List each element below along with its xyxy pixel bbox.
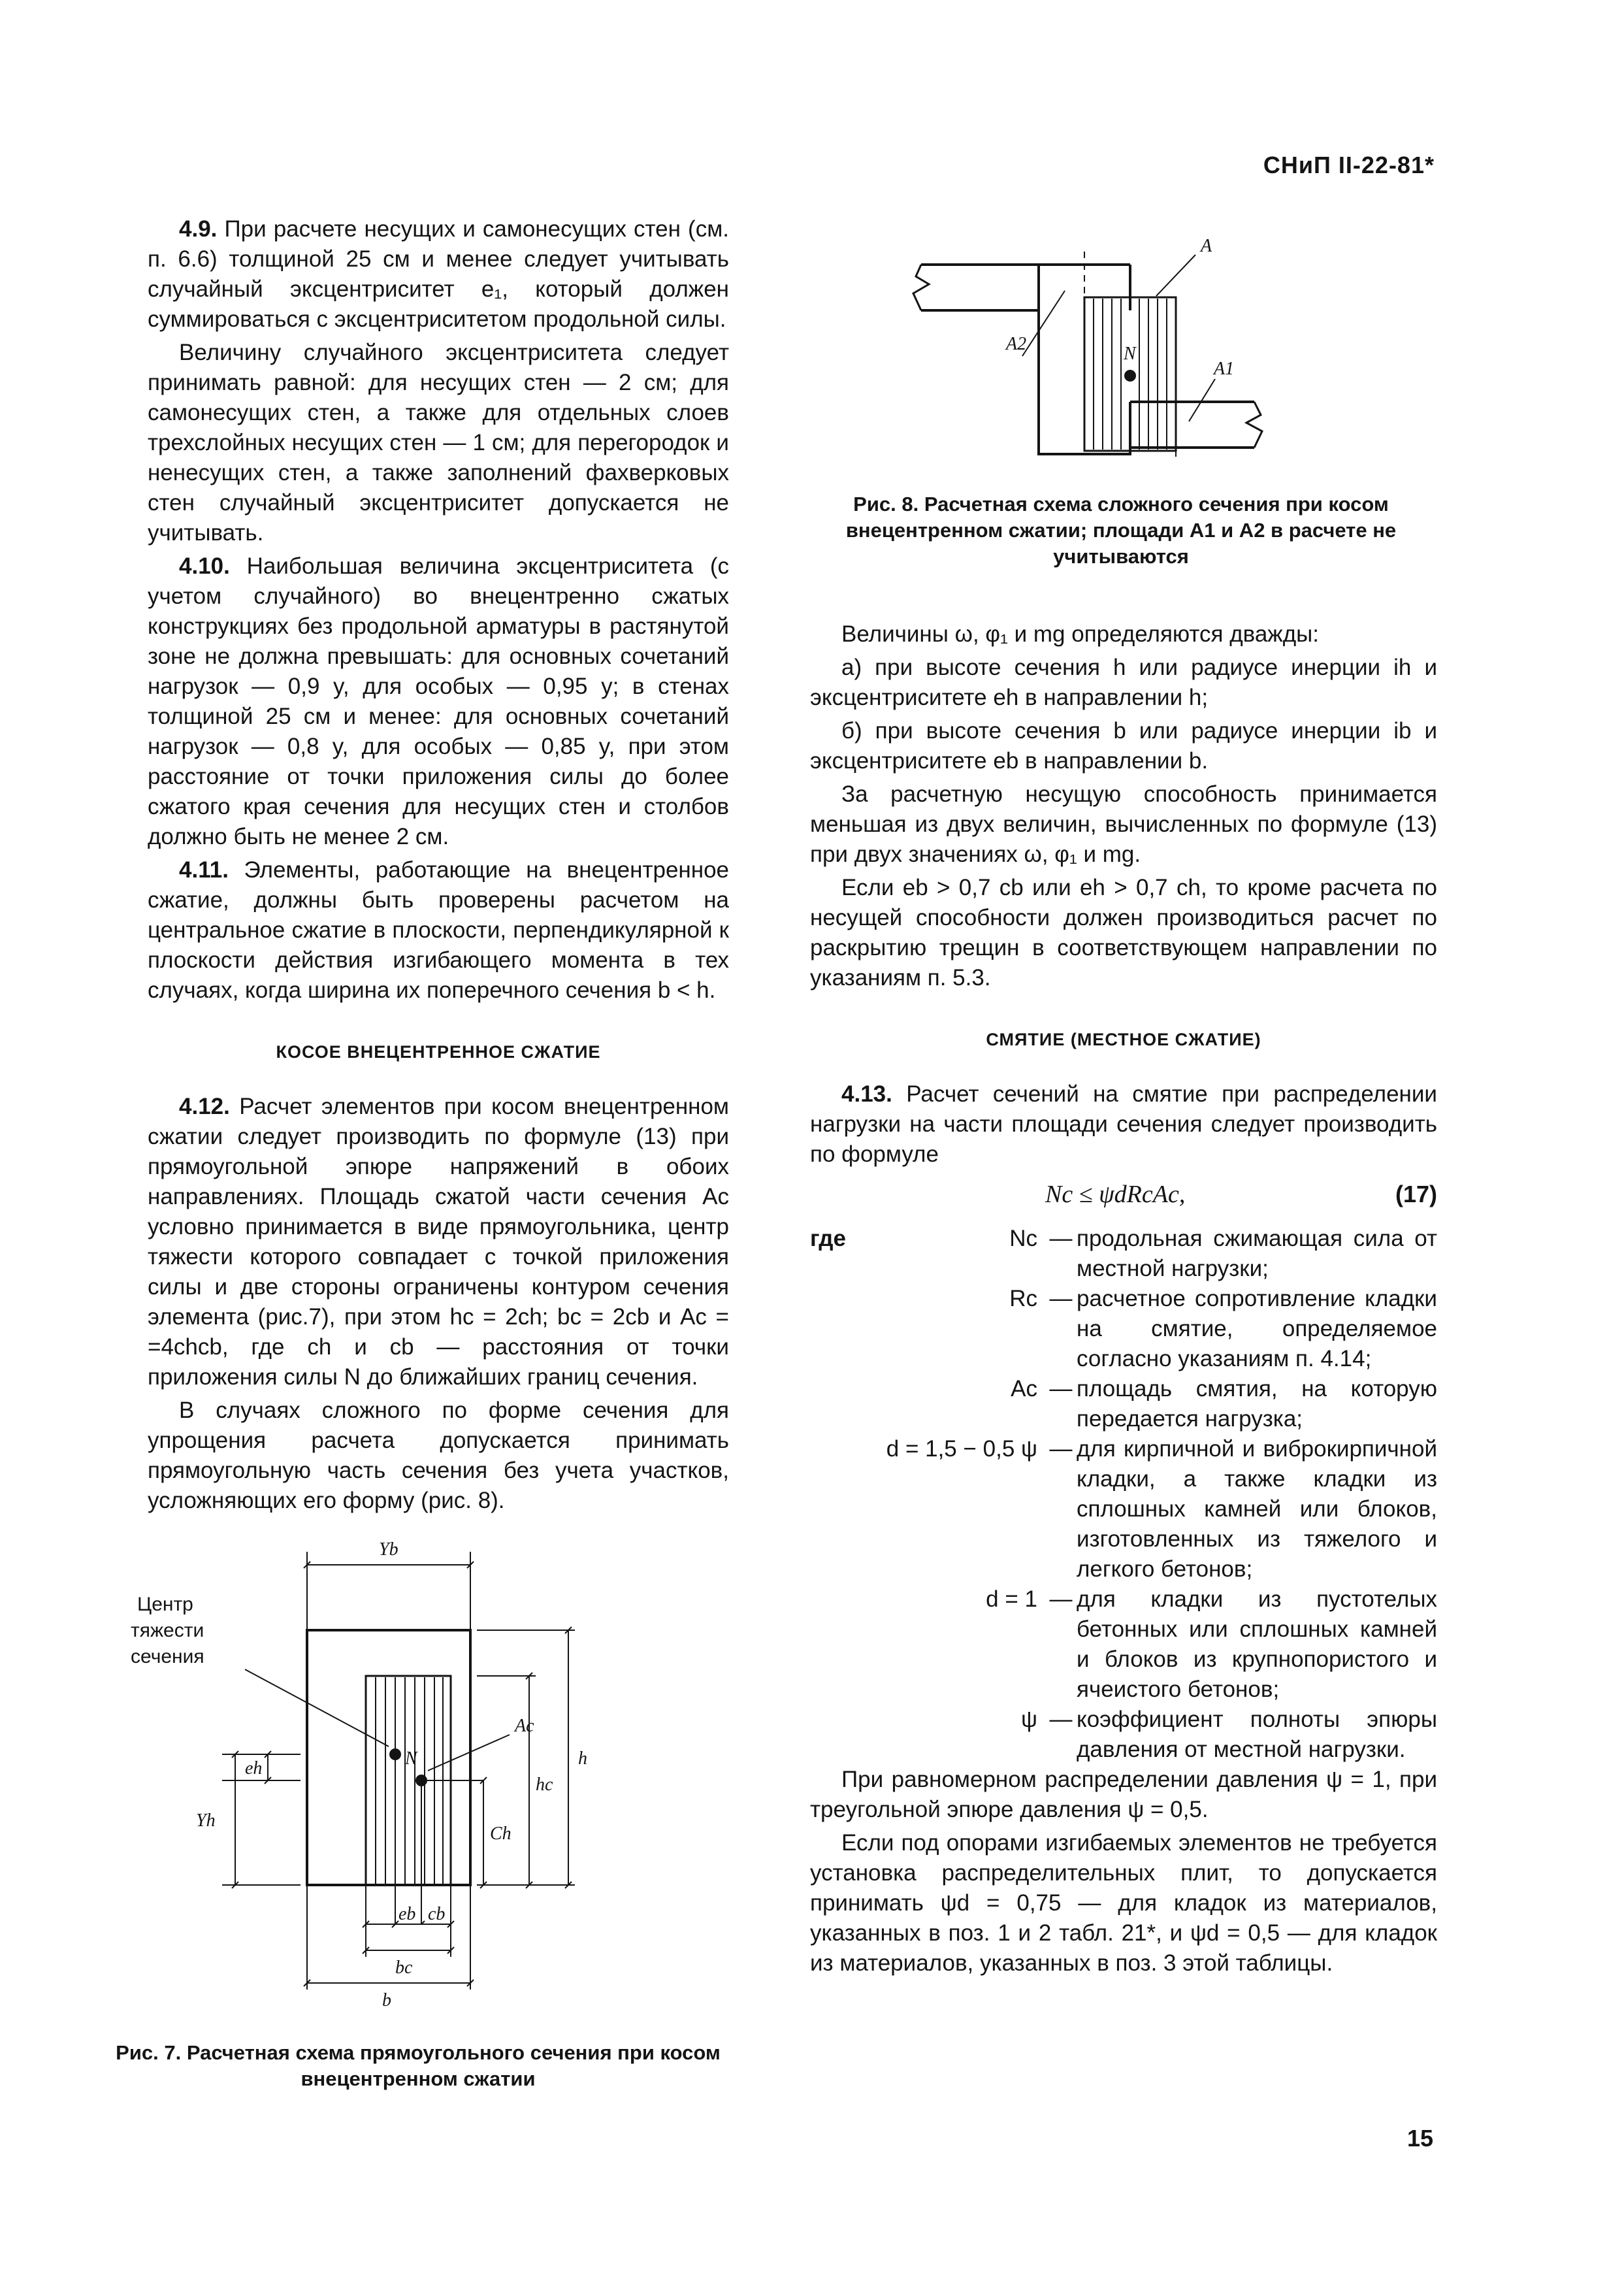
label-A: A — [1201, 236, 1212, 256]
figure-8-caption: Рис. 8. Расчетная схема сложного сечения при косом внецентренном сжатии; площади A1 и A2 в расчете не учитываются — [845, 493, 1397, 568]
label-b: b — [382, 1990, 391, 2010]
definition-row: ψ — коэффициент полноты эпюры давления от местной нагрузки. — [1021, 1707, 1437, 1762]
label-eb: eb — [398, 1904, 416, 1924]
label-Ac: Ac — [515, 1716, 534, 1736]
label-Ch: Ch — [490, 1824, 512, 1844]
label-center-2: тяжести — [131, 1620, 204, 1641]
left-column — [148, 214, 729, 1519]
definition-row: Rc — расчетное сопротивление кладки на смятие, определяемое согласно указаниям п. 4.14; — [1009, 1286, 1437, 1371]
paragraph-4-11: 4.11. Элементы, работающие на внецентренное сжатие, должны быть проверены расчетом на центральное сжатие в плоскости, перпендикулярной к плоскости действия изгибающего момента в тех случаях, когда ширина их поперечного сечения b < h. — [148, 857, 729, 1003]
label-N: N — [405, 1748, 417, 1769]
paragraph-supports: Если под опорами изгибаемых элементов не требуется установка распределительных плит, то допускается принимать ψd = 0,75 — для кладок из материалов, указанных в поз. 1 и 2 табл. 21*, и ψd = 0,5 — для кладок из материалов, указанных в поз. 3 этой таблицы. — [810, 1830, 1437, 1976]
paragraph-a: а) при высоте сечения h или радиусе инерции ih и эксцентриситете eh в направлении h; — [810, 655, 1437, 710]
label-A2: A2 — [1006, 334, 1027, 354]
paragraph-4-13: 4.13. Расчет сечений на смятие при распределении нагрузки на части площади сечения следует производить по формуле — [810, 1081, 1437, 1167]
paragraph-4-12: 4.12. Расчет элементов при косом внецентренном сжатии следует производить по формуле (13) при прямоугольной эпюре напряжений в обоих направлениях. Площадь сжатой части сечения Ac условно принимается в виде прямоугольника, центр тяжести которого совпадает с точкой приложения силы и две стороны ограничены контуром сечения элемента (рис.7), при этом hc = 2ch; bc = 2cb и Ac = =4chcb, где ch и cb — расстояния от точки приложения силы N до ближайших границ сечения. — [148, 1094, 729, 1390]
formula-expression: Nc ≤ ψdRcAc, — [1045, 1181, 1186, 1208]
figure-7-caption: Рис. 7. Расчетная схема прямоугольного сечения при косом внецентренном сжатии — [116, 2041, 721, 2090]
page-number: 15 — [1406, 2125, 1433, 2152]
label-cb: cb — [428, 1904, 446, 1924]
label-bc: bc — [395, 1958, 413, 1978]
paragraph-values-twice: Величины ω, φ₁ и mg определяются дважды: — [841, 621, 1320, 647]
label-center-1: Центр — [137, 1594, 193, 1615]
label-N-fig8: N — [1124, 344, 1136, 364]
paragraph-4-9-continued: Величину случайного эксцентриситета следует принимать равной: для несущих стен — 2 см; для самонесущих стен, а также для отдельных слоев трехслойных несущих стен — 1 см; для перегородок и ненесущих стен, а также заполнений фахверковых стен случайный эксцентриситет допускается не учитывать. — [148, 340, 729, 546]
section-title-bearing: СМЯТИЕ (МЕСТНОЕ СЖАТИЕ) — [986, 1030, 1261, 1049]
definition-row: где Nc — продольная сжимающая сила от местной нагрузки; — [810, 1224, 1437, 1284]
label-Yh: Yh — [196, 1811, 216, 1831]
right-column — [810, 619, 1437, 1982]
figure-7-diagram — [118, 1539, 706, 2016]
paragraph-4-9: 4.9. При расчете несущих и самонесущих стен (см. п. 6.6) толщиной 25 см и менее следует учитывать случайный эксцентриситет e₁, который должен суммироваться с эксцентриситетом продольной силы. — [148, 216, 729, 332]
formula-number: (17) — [1395, 1181, 1437, 1207]
paragraph-uniform-pressure: При равномерном распределении давления ψ = 1, при треугольной эпюре давления ψ = 0,5. — [810, 1767, 1437, 1822]
label-h: h — [578, 1748, 587, 1769]
document-code-header: СНиП II-22-81* — [1263, 152, 1435, 178]
definition-row: Ac — площадь смятия, на которую передается нагрузка; — [1011, 1376, 1437, 1432]
paragraph-b: б) при высоте сечения b или радиусе инерции ib и эксцентриситете eb в направлении b. — [810, 718, 1437, 774]
paragraph-4-12-continued: В случаях сложного по форме сечения для упрощения расчета допускается принимать прямоугольную часть сечения без учета участков, усложняющих его форму (рис. 8). — [148, 1398, 729, 1513]
formula-17 — [810, 1173, 1437, 1215]
label-center-3: сечения — [131, 1646, 204, 1667]
figure-8-diagram — [901, 225, 1320, 480]
paragraph-capacity: За расчетную несущую способность принимается меньшая из двух величин, вычисленных по формуле (13) при двух значениях ω, φ₁ и mg. — [810, 781, 1437, 867]
paragraph-4-10: 4.10. Наибольшая величина эксцентриситета (с учетом случайного) во внецентренно сжатых конструкциях без продольной арматуры в растянутой зоне не должна превышать: для основных сочетаний нагрузок — 0,9 y, для особых — 0,95 y; в стенах толщиной 25 см и менее: для основных сочетаний нагрузок — 0,8 y, для особых — 0,85 y, при этом расстояние от точки приложения силы до более сжатого края сечения для несущих стен и столбов должно быть не менее 2 см. — [148, 553, 729, 849]
definitions-list — [810, 1224, 1437, 1765]
definition-row: d = 1 — для кладки из пустотелых бетонных или сплошных камней и блоков из крупнопористого и ячеистого бетонов; — [986, 1586, 1437, 1702]
paragraph-crack-check: Если eb > 0,7 cb или eh > 0,7 ch, то кроме расчета по несущей способности должен производиться расчет по раскрытию трещин в соответствующем направлении по указаниям п. 5.3. — [810, 875, 1437, 991]
label-Yb: Yb — [379, 1539, 398, 1560]
label-eh: eh — [245, 1758, 263, 1778]
label-hc: hc — [536, 1775, 553, 1795]
where-label: где — [810, 1226, 846, 1251]
section-title-oblique: КОСОЕ ВНЕЦЕНТРЕННОЕ СЖАТИЕ — [276, 1042, 601, 1062]
definition-row: d = 1,5 − 0,5 ψ — для кирпичной и виброкирпичной кладки, а также кладки из сплошных камней или блоков, изготовленных из тяжелого и легкого бетонов; — [886, 1436, 1437, 1582]
label-A1: A1 — [1214, 359, 1235, 379]
